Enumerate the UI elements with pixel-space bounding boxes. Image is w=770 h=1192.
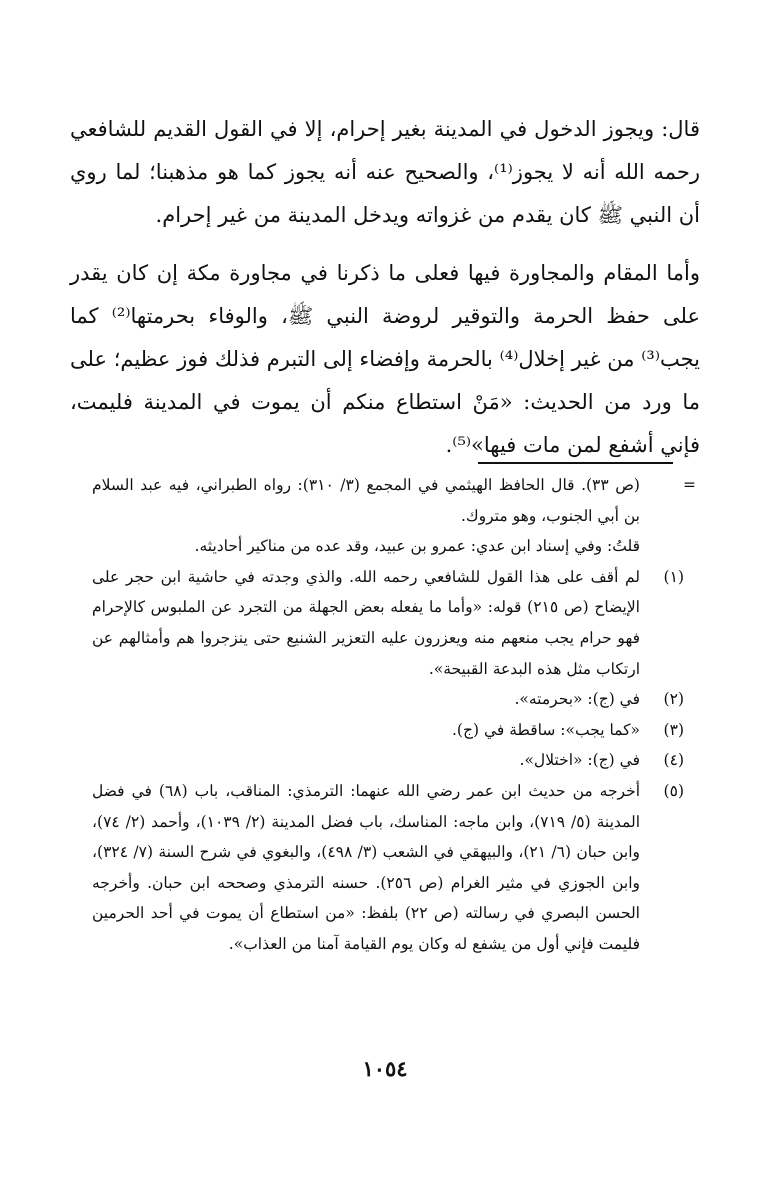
page-number: ١٠٥٤ <box>362 1056 408 1081</box>
footnote-3 <box>92 715 684 746</box>
footnote-number: (٣) <box>663 720 684 739</box>
footnote-text: «كما يجب»: ساقطة في (ج). <box>452 720 640 739</box>
paragraph-text: وأما المقام والمجاورة فيها فعلى ما ذكرنا في مجاورة مكة إن كان يقدر على حفظ الحرمة والتوقير لروضة النبي ﷺ، والوفاء بحرمتها⁽²⁾ كما يجب⁽³⁾ من غير إخلال⁽⁴⁾ بالحرمة وإفضاء إلى التبرم فذلك فوز عظيم؛ على ما ورد من الحديث: «مَنْ استطاع منكم أن يموت في المدينة فليمت، فإني أشفع لمن مات فيها»⁽⁵⁾. <box>70 261 701 457</box>
footnote-text: في (ج): «بحرمته». <box>514 690 640 709</box>
footnote-text: في (ج): «اختلال». <box>519 751 640 770</box>
footnote-text: أخرجه من حديث ابن عمر رضي الله عنهما: الترمذي: المناقب، باب (٦٨) في فضل المدينة (٥/ ٧١٩)، وابن ماجه: المناسك، باب فضل المدينة (٢/ ١٠٣٩)، وأحمد (٢/ ٧٤)، وابن حبان (٦/ ٢١)، والبيهقي في الشعب (٣/ ٤٩٨)، والبغوي في شرح السنة (٧/ ٣٢٤)، وابن الجوزي في مثير الغرام (ص ٢٥٦). حسنه الترمذي وصححه ابن حبان. وأخرجه الحسن البصري في رسالته (ص ٢٢) بلفظ: «من استطاع أن يموت في أحد الحرمين فليمت فإني أول من يشفع له وكان يوم القيامة آمنا من العذاب». <box>92 781 641 953</box>
continuation-mark: = <box>683 476 696 494</box>
footnote-4 <box>92 745 684 776</box>
footnotes <box>92 470 696 960</box>
footnote-number: (٢) <box>663 690 684 709</box>
main-paragraph-1 <box>70 108 700 237</box>
footnote-text: لم أقف على هذا القول للشافعي رحمه الله. والذي وجدته في حاشية ابن حجر على الإيضاح (ص ٢١٥) قوله: «وأما ما يفعله بعض الجهلة من التجرد عن الملبوس كالإحرام فهو حرام يجب منعهم منه ويعزرون عليه التعزير الشنيع حتى ينزجروا هم وأمثالهم عن ارتكاب مثل هذه البدعة القبيحة». <box>92 567 640 678</box>
footnote-number: (١) <box>663 567 684 586</box>
footnote-remark: قلتُ: وفي إسناد ابن عدي: عمرو بن عبيد، وقد عده من مناكير أحاديثه. <box>194 537 640 556</box>
footnote-5 <box>92 776 684 960</box>
footnote-text: (ص ٣٣). قال الحافظ الهيثمي في المجمع (٣/ ٣١٠): رواه الطبراني، فيه عبد السلام بن أبي الجنوب، وهو متروك. <box>92 476 640 525</box>
footnote-separator <box>478 462 673 464</box>
paragraph-text: قال: ويجوز الدخول في المدينة بغير إحرام، إلا في القول القديم للشافعي رحمه الله أنه لا يجوز⁽¹⁾، والصحيح عنه أنه يجوز كما هو مذهبنا؛ لما روي أن النبي ﷺ كان يقدم من غزواته ويدخل المدينة من غير إحرام. <box>70 117 700 227</box>
footnote-1 <box>92 562 684 684</box>
main-paragraph-2 <box>70 252 700 467</box>
footnote-2 <box>92 684 684 715</box>
footnote-number: (٥) <box>663 781 684 800</box>
footnote-continuation <box>92 470 696 531</box>
footnote-number: (٤) <box>663 751 684 770</box>
